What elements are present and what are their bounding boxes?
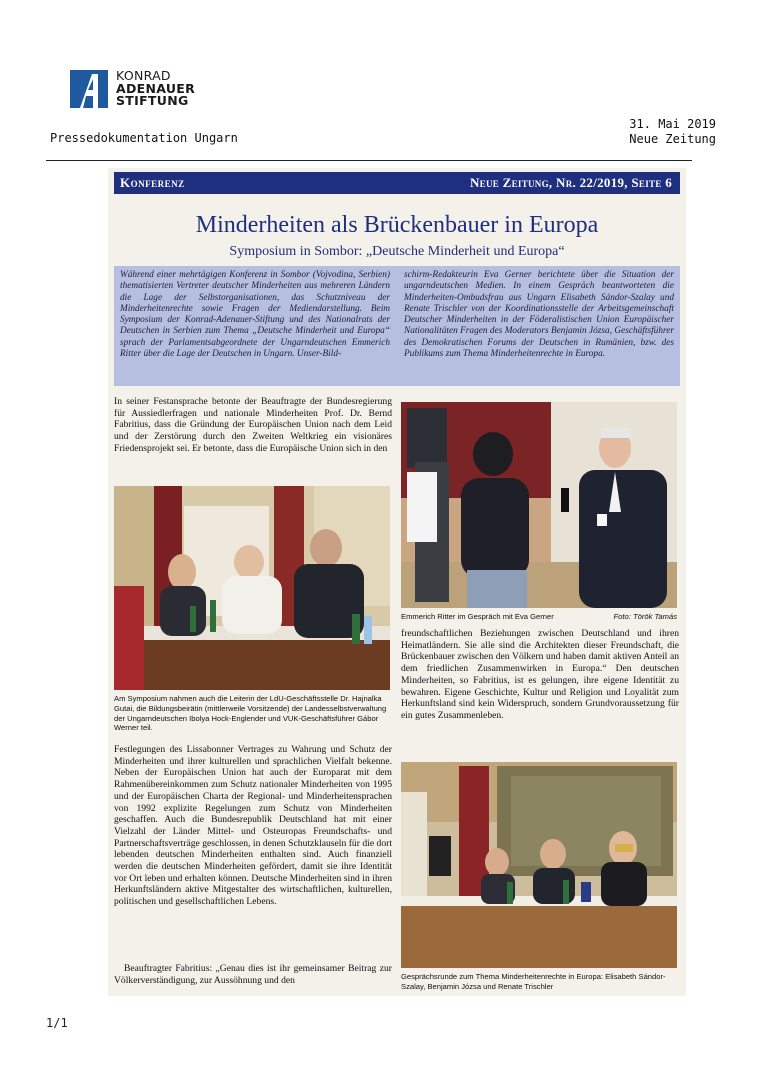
photo-caption-1: Am Symposium nahmen auch die Leiterin der LdU-Geschäftsstelle Dr. Hajnalka Gutai, die Bildungsbeirätin (mittlerweile Vorsitzende) der Landesselbstverwaltung der Ungarndeutschen Ibolya Hock-Englender und VUK-Geschäftsführer Gábor Werner teil. <box>114 694 387 733</box>
lead-box <box>114 266 680 386</box>
photo-caption-2 <box>401 612 677 622</box>
body-text-2: Festlegungen des Lissabonner Vertrages zu Wahrung und Schutz der Minderheiten und ihrer kulturellen und sprachlichen Vielfalt bekenne. Neben der Europäischen Union hat auch der Europarat mit dem Rahmenübereinkommen zum Schutz nationaler Minderheiten von 1995 und der Europäischen Charta der Regional- und Minderheitensprachen von 1992 explizite Regelungen zum Schutz von Minderheiten geschaffen. Auch die Bundesrepublik Deutschland hat mit einer Vielzahl der Länder Mittel- und Osteuropas Freundschafts- und Partnerschaftsverträge geschlossen, in denen Schutzklauseln für die dort lebenden deutschen Minderheiten enthalten sind. Auch finanziell werden die deutschen Minderheiten gefördert, damit sie ihre Identität vor Ort leben und erhalten können. Deutsche Minderheiten sind in ihren Herkunftsländern aktive Mitgestalter des wirtschaftlichen, kulturellen, politischen und gesellschaftlichen Lebens. <box>114 744 392 908</box>
photo-interview <box>401 402 677 608</box>
photo-panel-discussion <box>401 762 677 968</box>
body-text-4: freundschaftlichen Beziehungen zwischen Deutschland und ihren Heimatländern. Sie alle sind die Architekten dieser Freundschaft, die Brückenbauer zwischen den Völkern und haben damit aktiven Anteil an dem friedlichen Zusammenwirken in Europa.“ Den deutschen Minderheiten, so Fabritius, ist es gelungen, ihre eigene Identität zu bewahren. Eigene Geschichte, Kultur und Religion und Loyalität zum Herkunftsland sind kein Widerspruch, sondern Grundvoraussetzung für ein gutes Zusammenleben. <box>401 628 679 721</box>
caption-2-text: Emmerich Ritter im Gespräch mit Eva Gerner <box>401 612 554 621</box>
header-date: 31. Mai 2019 <box>629 117 716 131</box>
section-band <box>114 172 680 194</box>
body-text-1: In seiner Festansprache betonte der Beauftragte der Bundesregierung für Aussiedlerfragen und nationale Minderheiten Prof. Dr. Bernd Fabritius, dass die Gründung der Europäischen Union nach dem Leid und der Zerstörung durch den Zweiten Weltkrieg ein visionäres Friedensprojekt sei. Er betonte, dass die Europäische Union sich in den <box>114 396 392 454</box>
photo-caption-3: Gesprächsrunde zum Thema Minderheitenrechte in Europa: Elisabeth Sándor-Szalay, Benjamin Józsa und Renate Trischler <box>401 972 666 991</box>
header-divider <box>46 160 692 161</box>
header-source: Neue Zeitung <box>629 132 716 146</box>
lead-text-col2: schirm-Redakteurin Eva Gerner berichtete über die Situation der ungarndeutschen Medien. In einem Gespräch beantworteten die Minderheiten-Ombudsfrau aus Ungarn Elisabeth Sándor-Szalay und Renate Trischler von der Koordinationsstelle der Arbeitsgemeinschaft Deutscher Minderheiten in der Föderalistischen Union Europäischer Nationalitäten Fragen des Moderators Benjamin Józsa, Geschäftsführer des Demokratischen Forums der Deutschen in Rumänien, bzw. des Publikums zum Thema Minderheitenrechte in Europa. <box>404 270 674 360</box>
article-subtitle: Symposium in Sombor: „Deutsche Minderheit und Europa“ <box>229 244 565 259</box>
lead-text-col1: Während einer mehrtägigen Konferenz in Sombor (Vojvodina, Serbien) thematisierten Vertreter deutscher Minderheiten aus mehreren Ländern die Lage der Selbstorganisationen, das Schutzniveau der Minderheitenrechte sowie Fragen der Mediendarstellung. Beim Symposium der Konrad-Adenauer-Stiftung und des Nationalrats der Deutschen in Serbien zum Thema „Deutsche Minderheit und Europa“ sprach der Parlamentsabgeordnete der Ungarndeutschen Emmerich Ritter über die Lage der Deutschen in Ungarn. Unser-Bild- <box>120 270 390 360</box>
header-meta <box>629 117 716 147</box>
document-label: Pressedokumentation Ungarn <box>50 131 238 145</box>
kas-logo <box>70 70 210 112</box>
article-title: Minderheiten als Brückenbauer in Europa <box>195 212 599 238</box>
issue-label: Neue Zeitung, Nr. 22/2019, Seite 6 <box>469 175 672 190</box>
newspaper-clipping <box>108 168 686 996</box>
kas-logo-text: KONRAD ADENAUER STIFTUNG <box>116 68 196 108</box>
page-number: 1/1 <box>46 1016 68 1030</box>
photo-credit: Foto: Török Tamás <box>613 612 677 621</box>
kas-logo-mark-icon <box>70 70 108 108</box>
body-text-3: Beauftragter Fabritius: „Genau dies ist ihr gemeinsamer Beitrag zur Völkerverständigung, zur Aussöhnung und den <box>114 963 392 986</box>
photo-symposium-panel <box>114 486 390 690</box>
section-label: Konferenz <box>120 175 185 190</box>
